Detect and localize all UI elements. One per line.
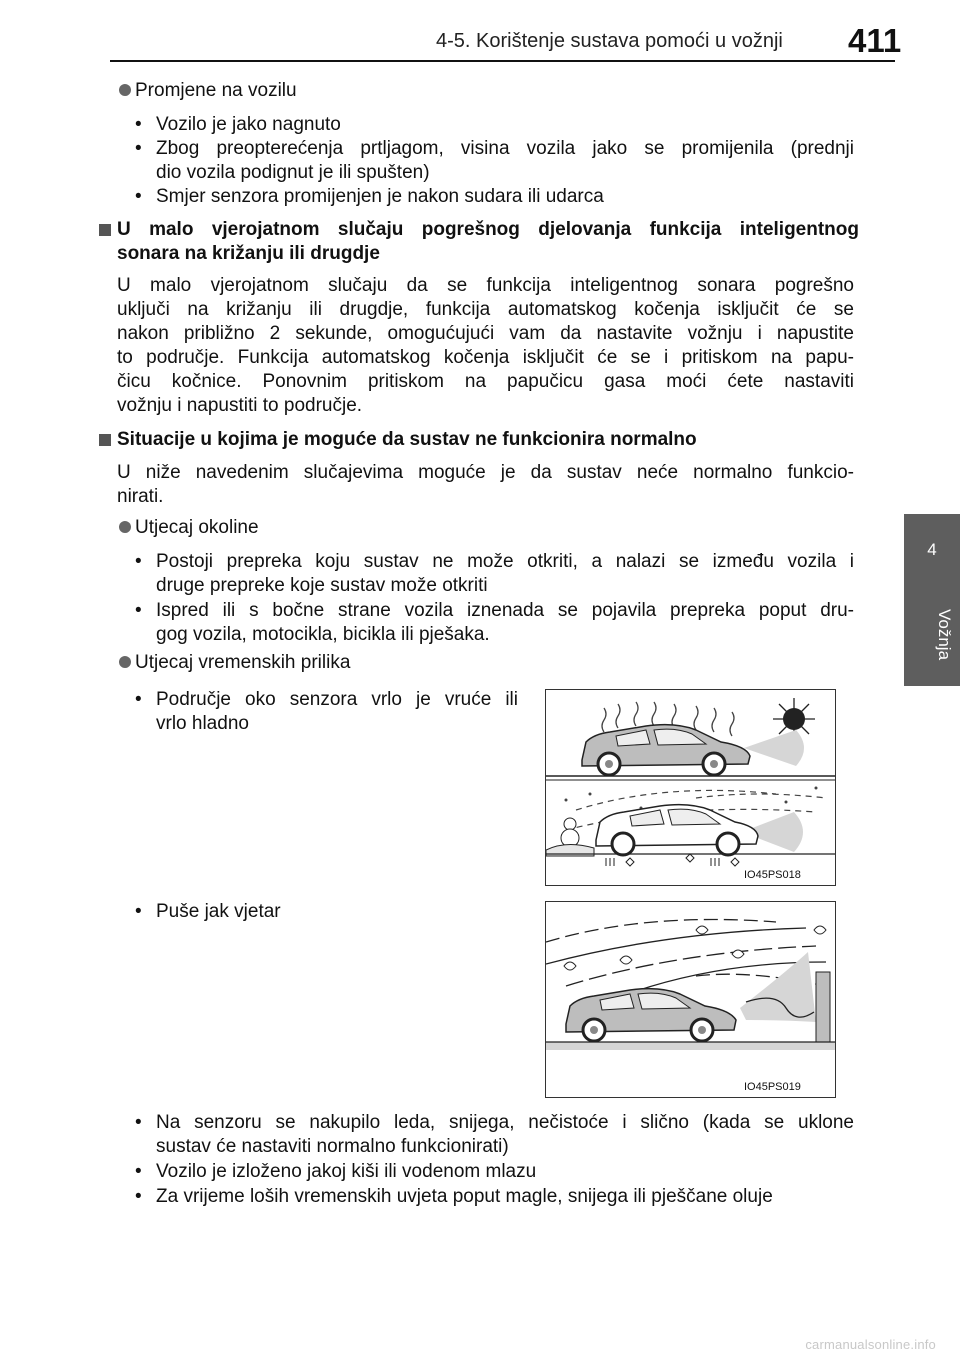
list-item: Vozilo je jako nagnuto [156,114,341,135]
list-item: Za vrijeme loših vremenskih uvjeta poput magle, snijega ili pješčane oluje [156,1186,773,1207]
list-marker: • [135,551,142,572]
paragraph-line: to područje. Funkcija automatskog kočenja isključit će se i pritiskom na papu- [117,347,854,368]
list-item: Smjer senzora promijenjen je nakon sudara ili udarca [156,186,604,207]
wind-illustration [546,902,835,1097]
list-marker: • [135,600,142,621]
figure-caption: IO45PS019 [744,1081,801,1093]
list-marker: • [135,138,142,159]
list-item: vrlo hladno [156,713,249,734]
list-marker: • [135,689,142,710]
paragraph-line: nakon približno 2 sekunde, omogućujući vam da nastavite vožnju i napustite [117,323,854,344]
list-item: Zbog preopterećenja prtljagom, visina vozila jako se promijenila (prednji [156,138,854,159]
bullet-heading: Promjene na vozilu [135,80,297,101]
list-item: sustav će nastaviti normalno funkcionirati) [156,1136,509,1157]
section-square-icon [99,434,111,446]
list-item: Ispred ili s bočne strane vozila iznenada se pojavila prepreka poput dru- [156,600,854,621]
bullet-heading: Utjecaj vremenskih prilika [135,652,351,673]
subheading: Situacije u kojima je moguće da sustav ne funkcionira normalno [117,429,697,450]
subheading: sonara na križanju ili drugdje [117,243,380,264]
figure-strong-wind [545,901,836,1098]
list-marker: • [135,114,142,135]
bullet-dot-icon [119,84,131,96]
chapter-label: Vožnja [935,609,954,661]
figure-caption: IO45PS018 [744,869,801,881]
paragraph-line: nirati. [117,486,164,507]
paragraph-line: vožnju i napustiti to područje. [117,395,363,416]
bullet-dot-icon [119,656,131,668]
paragraph-line: čicu kočnice. Ponovnim pritiskom na papučicu gasa moći ćete nastaviti [117,371,854,392]
paragraph-line: uključi na križanju ili drugdje, funkcija automatskog kočenja isključit će se [117,299,854,320]
bullet-heading: Utjecaj okoline [135,517,259,538]
page-number: 411 [848,22,902,59]
list-item: Područje oko senzora vrlo je vruće ili [156,689,518,710]
bullet-dot-icon [119,521,131,533]
chapter-number: 4 [927,540,937,559]
figure-hot-cold-sensor [545,689,836,886]
list-marker: • [135,1161,142,1182]
list-item: Postoji prepreka koju sustav ne može otkriti, a nalazi se između vozila i [156,551,854,572]
list-marker: • [135,901,142,922]
hot-cold-illustration [546,690,835,885]
section-title: 4-5. Korištenje sustava pomoći u vožnji [436,30,783,52]
list-item: Vozilo je izloženo jakoj kiši ili vodenom mlazu [156,1161,537,1182]
list-item: dio vozila podignut je ili spušten) [156,162,430,183]
header-rule [110,60,895,62]
list-item: Na senzoru se nakupilo leda, snijega, nečistoće i slično (kada se uklone [156,1112,854,1133]
watermark: carmanualsonline.info [805,1337,936,1352]
list-marker: • [135,1186,142,1207]
list-item: gog vozila, motocikla, bicikla ili pješaka. [156,624,490,645]
list-item: druge prepreke koje sustav može otkriti [156,575,488,596]
list-marker: • [135,1112,142,1133]
list-marker: • [135,186,142,207]
subheading: U malo vjerojatnom slučaju pogrešnog djelovanja funkcija inteligentnog [117,219,859,240]
chapter-tab [904,514,960,686]
section-square-icon [99,224,111,236]
list-item: Puše jak vjetar [156,901,281,922]
paragraph-line: U malo vjerojatnom slučaju da se funkcija inteligentnog sonara pogrešno [117,275,854,296]
paragraph-line: U niže navedenim slučajevima moguće je da sustav neće normalno funkcio- [117,462,854,483]
